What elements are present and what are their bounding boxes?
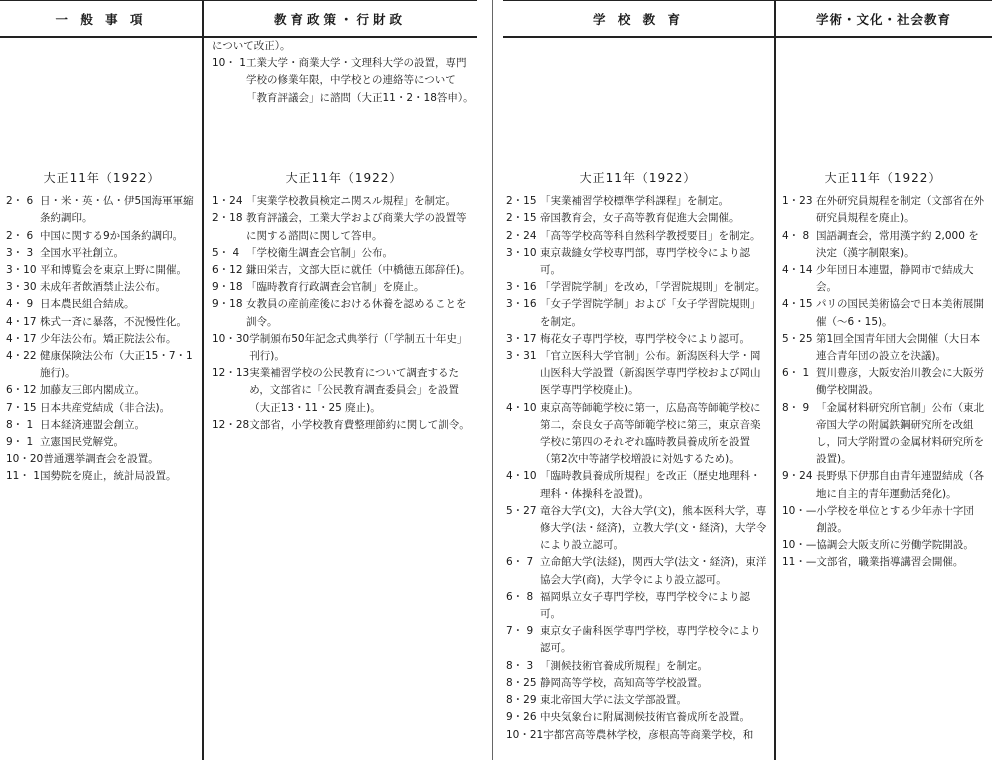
policy-cont-line: について改正）。	[212, 40, 291, 52]
list-item	[782, 296, 984, 330]
list-item	[6, 314, 198, 331]
entry-date: 4・10	[506, 401, 537, 414]
list-item	[506, 193, 770, 210]
entry-text: 協調会大阪支所に労働学院開設。	[816, 539, 974, 552]
entry-text: 日本経済連盟会創立。	[40, 418, 145, 431]
entry-date: 4・15	[782, 298, 813, 311]
list-item	[506, 210, 770, 227]
list-item	[6, 262, 198, 279]
list-item	[506, 468, 770, 502]
entry-date: 8・25	[506, 676, 537, 689]
entry-text: 未成年者飲酒禁止法公布。	[40, 281, 166, 294]
entry-date: 4・10	[506, 470, 537, 483]
entry-text: 株式一斉に暴落，不況慢性化。	[40, 315, 187, 328]
list-item	[506, 554, 770, 588]
school-list	[506, 193, 770, 744]
list-item	[506, 296, 770, 330]
entry-text: 東北帝国大学に法文学部設置。	[540, 694, 687, 707]
entry-text: 小学校を単位とする少年赤十字団創設。	[816, 504, 974, 535]
entry-text: 東京裁縫女学校専門部，専門学校令により認可。	[540, 246, 750, 277]
list-item	[212, 365, 476, 417]
entry-text: 健康保険法公布（大正15・7・1施行)。	[40, 350, 193, 380]
entry-date: 3・10	[6, 264, 37, 277]
entry-date: 8・ 1	[6, 418, 34, 431]
list-item	[6, 296, 198, 313]
list-item	[212, 417, 476, 434]
entry-date: 1・23	[782, 195, 813, 208]
entry-date: 10・20	[6, 453, 44, 466]
entry-text: 「臨時教育行政調査会官制」を廃止。	[246, 281, 425, 294]
entry-text: 中国に関する9か国条約調印。	[40, 229, 184, 242]
entry-text: 「学校衛生調査会官制」公布。	[246, 246, 393, 259]
culture-list	[782, 193, 984, 571]
entry-date: 9・24	[782, 470, 813, 483]
entry-text: 東京高等師範学校に第一，広島高等師範学校に第二，奈良女子高等師範学校に第三，東京音楽学校に第四のそれぞれ臨時教員養成所を設置（第2次中等諸学校増設に対処するため)。	[540, 401, 761, 466]
entry-date: 6・ 8	[506, 590, 534, 603]
list-item	[6, 382, 198, 399]
header-school: 学 校 教 育	[592, 12, 685, 27]
list-item	[6, 279, 198, 296]
entry-date: 11・—	[782, 556, 817, 569]
entry-text: 学制頒布50年記念式典挙行（「学制五十年史」刊行)。	[249, 332, 468, 363]
entry-date: 12・28	[212, 418, 250, 431]
year-heading: 大正11年（1922）	[43, 171, 161, 185]
list-item	[782, 537, 984, 554]
list-item	[782, 468, 984, 502]
entry-text: 工業大学・商業大学・文理科大学の設置，専門学校の修業年限，中学校との連絡等について「教育評議会」に諮問（大正11・2・18答申）。	[246, 57, 474, 104]
column-policy	[212, 170, 476, 434]
entry-date: 2・15	[506, 195, 537, 208]
entry-date: 4・14	[782, 264, 813, 277]
entry-text: 鎌田栄吉，文部大臣に就任（中橋徳五郎辞任)。	[246, 264, 471, 277]
entry-text: 立命館大学(法経)，関西大学(法文・経済)，東洋協会大学(商)，大学令により設立認可。	[540, 556, 767, 586]
entry-text: 教育評議会，工業大学および商業大学の設置等に関する諮問に関して答申。	[246, 212, 467, 242]
list-item	[212, 331, 476, 365]
entry-date: 7・15	[6, 401, 37, 414]
entry-date: 4・ 9	[6, 298, 34, 311]
entry-text: 中央気象台に附属測候技術官養成所を設置。	[540, 711, 750, 724]
entry-text: パリの国民美術協会で日本美術展開催（～6・15)。	[816, 298, 984, 328]
entry-text: 賀川豊彦，大阪安治川教会に大阪労働学校開設。	[816, 367, 984, 397]
list-item	[212, 210, 476, 244]
policy-cont-entry	[212, 55, 474, 107]
list-item	[782, 262, 984, 296]
entry-date: 9・18	[212, 298, 243, 311]
list-item	[6, 331, 198, 348]
list-item	[212, 279, 476, 296]
entry-text: 立憲国民党解党。	[40, 436, 124, 449]
entry-date: 3・10	[506, 246, 537, 259]
entry-text: 静岡高等学校，高知高等学校設置。	[540, 676, 708, 689]
divider-gutter	[492, 0, 493, 760]
entry-text: 「学習院学制」を改め，「学習院規則」を制定。	[540, 281, 766, 294]
entry-text: 「金属材料研究所官制」公布（東北帝国大学の附属鉄鋼研究所を改組し，同大学附置の金属材料研究所を設置)。	[816, 401, 984, 466]
list-item	[782, 193, 984, 227]
list-item	[506, 245, 770, 279]
list-item	[6, 228, 198, 245]
year-heading: 大正11年（1922）	[579, 171, 697, 185]
entry-text: 第1回全国青年団大会開催（大日本連合青年団の設立を決議)。	[816, 332, 981, 363]
entry-text: 「女子学習院学制」および「女子学習院規則」を制定。	[540, 298, 761, 328]
column-general	[6, 170, 198, 486]
entry-text: 日・米・英・仏・伊5国海軍軍縮条約調印。	[40, 195, 194, 225]
header-general: 一 般 事 項	[55, 12, 147, 27]
entry-text: 宇都宮高等農林学校，彦根高等商業学校，和	[543, 728, 754, 741]
entry-text: 「実業学校教員検定ニ関スル規程」を制定。	[246, 195, 456, 208]
entry-text: 帝国教育会，女子高等教育促進大会開催。	[540, 212, 740, 225]
list-item	[782, 365, 984, 399]
column-school	[506, 170, 770, 744]
list-item	[6, 417, 198, 434]
entry-text: 日本共産党結成（非合法)。	[40, 401, 171, 414]
entry-text: 日本農民組合結成。	[40, 298, 135, 311]
list-item	[782, 503, 984, 537]
list-item	[506, 348, 770, 400]
header-top-left	[0, 0, 477, 1]
list-item	[6, 245, 198, 262]
list-item	[506, 727, 770, 744]
entry-date: 10・21	[506, 728, 544, 741]
entry-date: 11・ 1	[6, 470, 40, 483]
policy-list	[212, 193, 476, 434]
year-heading: 大正11年（1922）	[824, 171, 942, 185]
entry-text: 長野県下伊那自由青年連盟結成（各地に自主的青年運動活発化)。	[816, 470, 984, 500]
entry-text: 平和博覧会を東京上野に開催。	[40, 264, 187, 277]
entry-text: 国語調査会，常用漢字約 2,000 を決定（漢字制限案)。	[816, 229, 979, 259]
entry-date: 8・ 9	[782, 401, 810, 414]
entry-date: 10・—	[782, 504, 817, 517]
entry-date: 3・31	[506, 350, 537, 363]
list-item	[782, 400, 984, 469]
entry-text: 少年法公布。矯正院法公布。	[40, 332, 177, 345]
entry-date: 3・17	[506, 332, 537, 345]
general-list	[6, 193, 198, 485]
entry-date: 5・27	[506, 504, 537, 517]
entry-text: 「官立医科大学官制」公布。新潟医科大学・岡山医科大学設置（新潟医学専門学校および岡山医学専門学校廃止)。	[540, 350, 761, 397]
header-policy: 教育政策・行財政	[273, 12, 406, 27]
entry-text: 「測候技術官養成所規程」を制定。	[540, 659, 708, 672]
entry-date: 6・12	[6, 384, 37, 397]
divider-col3	[774, 0, 776, 760]
entry-text: 「臨時教員養成所規程」を改正（歴史地理科・理科・体操科を設置)。	[540, 470, 761, 500]
entry-date: 3・ 3	[6, 246, 34, 259]
list-item	[506, 228, 770, 245]
entry-date: 5・ 4	[212, 246, 240, 259]
list-item	[6, 451, 198, 468]
entry-date: 3・16	[506, 298, 537, 311]
entry-date: 3・16	[506, 281, 537, 294]
list-item	[6, 434, 198, 451]
entry-text: 福岡県立女子専門学校，専門学校令により認可。	[540, 590, 750, 621]
list-item	[506, 623, 770, 657]
list-item	[212, 262, 476, 279]
list-item	[506, 279, 770, 296]
entry-date: 6・ 1	[782, 367, 810, 380]
entry-date: 8・ 3	[506, 659, 534, 672]
entry-date: 2・ 6	[6, 229, 34, 242]
policy-continuation	[212, 38, 474, 107]
entry-date: 8・29	[506, 694, 537, 707]
entry-date: 4・ 8	[782, 229, 810, 242]
entry-date: 1・24	[212, 195, 243, 208]
year-heading: 大正11年（1922）	[285, 171, 403, 185]
entry-text: 国勢院を廃止，統計局設置。	[40, 470, 177, 483]
entry-date: 9・18	[212, 281, 243, 294]
list-item	[6, 348, 198, 382]
list-item	[506, 400, 770, 469]
entry-date: 7・ 9	[506, 625, 534, 638]
list-item	[506, 503, 770, 555]
column-culture	[782, 170, 984, 572]
header-rule-right	[503, 36, 992, 38]
entry-date: 5・25	[782, 332, 813, 345]
list-item	[212, 245, 476, 262]
list-item	[782, 554, 984, 571]
entry-text: 在外研究員規程を制定（文部省在外研究員規程を廃止)。	[816, 195, 984, 225]
list-item	[212, 193, 476, 210]
list-item	[506, 589, 770, 623]
entry-text: 梅花女子専門学校，専門学校令により認可。	[540, 332, 750, 345]
entry-date: 6・12	[212, 264, 243, 277]
entry-date: 10・ 1	[212, 57, 246, 70]
list-item	[212, 296, 476, 330]
list-item	[506, 692, 770, 709]
entry-text: 女教員の産前産後における休養を認めることを訓令。	[246, 298, 467, 328]
entry-date: 12・13	[212, 367, 250, 380]
header-culture: 学術・文化・社会教育	[815, 12, 951, 27]
entry-date: 4・17	[6, 315, 37, 328]
entry-date: 9・26	[506, 711, 537, 724]
list-item	[6, 400, 198, 417]
entry-text: 文部省，職業指導講習会開催。	[816, 556, 964, 569]
entry-date: 10・—	[782, 539, 817, 552]
entry-text: 少年団日本連盟，静岡市で結成大会。	[816, 264, 974, 294]
entry-date: 6・ 7	[506, 556, 534, 569]
entry-date: 2・15	[506, 212, 537, 225]
divider-col1	[202, 0, 204, 760]
entry-text: 東京女子歯科医学専門学校，専門学校令により認可。	[540, 625, 761, 655]
entry-date: 9・ 1	[6, 436, 34, 449]
entry-text: 「高等学校高等科自然科学教授要目」を制定。	[540, 229, 761, 242]
list-item	[506, 331, 770, 348]
list-item	[506, 658, 770, 675]
entry-text: 加藤友三郎内閣成立。	[40, 384, 145, 397]
entry-text: 文部省，小学校教育費整理節約に関して訓令。	[249, 418, 470, 431]
entry-date: 3・30	[6, 281, 37, 294]
list-item	[506, 709, 770, 726]
list-item	[782, 331, 984, 365]
entry-date: 4・17	[6, 332, 37, 345]
entry-date: 2・18	[212, 212, 243, 225]
list-item	[506, 675, 770, 692]
entry-date: 2・ 6	[6, 195, 34, 208]
entry-date: 2・24	[506, 229, 537, 242]
entry-text: 竜谷大学(文)，大谷大学(文)，熊本医科大学，専修大学(法・経済)，立教大学(文・経済)，大学令により設立認可。	[540, 504, 767, 552]
list-item	[6, 468, 198, 485]
list-item	[6, 193, 198, 227]
entry-date: 4・22	[6, 350, 37, 363]
list-item	[782, 228, 984, 262]
header-top-right	[503, 0, 992, 1]
entry-text: 実業補習学校の公民教育について調査するため，文部省に「公民教育調査委員会」を設置（大正13・11・25 廃止)。	[249, 367, 460, 414]
entry-date: 10・30	[212, 332, 250, 345]
entry-text: 普通選挙調査会を設置。	[43, 453, 159, 466]
entry-text: 「実業補習学校標準学科課程」を制定。	[540, 195, 729, 208]
entry-text: 全国水平社創立。	[40, 246, 124, 259]
